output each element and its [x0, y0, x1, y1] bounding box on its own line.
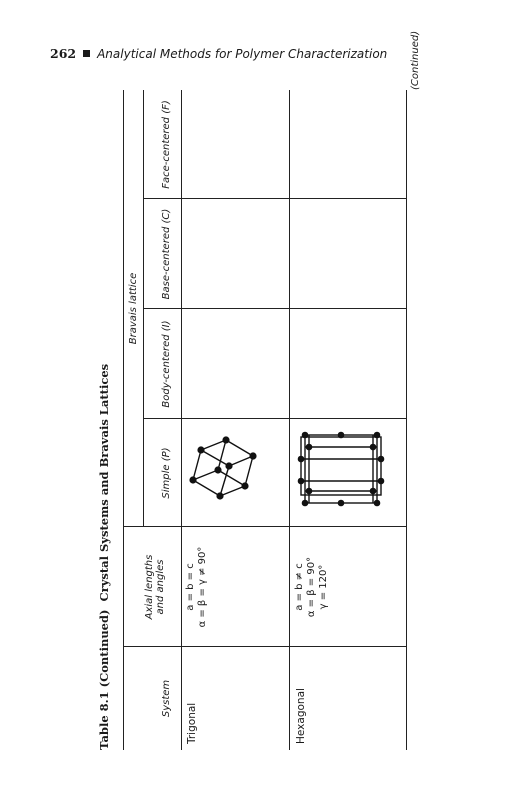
col-rule-3	[143, 418, 406, 419]
table-bottom-rule	[406, 90, 407, 750]
header-bravais-group: Bravais lattice	[128, 272, 139, 345]
axial-line-3: γ = 120°	[318, 564, 329, 610]
axial-line-2: α = β = 90°	[306, 556, 317, 618]
col-rule-4	[143, 308, 406, 309]
header-bottom-rule	[181, 90, 182, 750]
header-face-centered: Face-centered (F)	[161, 100, 172, 189]
caption-label: Table 8.1 (Continued)	[97, 609, 111, 750]
header-system: System	[161, 679, 172, 718]
header-simple: Simple (P)	[161, 447, 172, 499]
col-rule-5	[143, 198, 406, 199]
row-hexagonal-system: Hexagonal	[295, 688, 307, 744]
header-axial	[144, 527, 166, 647]
row-divider-rule	[289, 90, 290, 750]
table-top-rule	[123, 90, 124, 750]
header-body-centered: Body-centered (I)	[161, 320, 172, 408]
axial-line-1: a = b ≠ c	[294, 563, 305, 611]
bullet-square-icon	[83, 50, 90, 57]
table-caption	[97, 364, 111, 750]
header-axial-line2: and angles	[155, 559, 166, 615]
row-hexagonal-axial	[294, 527, 330, 647]
row-trigonal-axial	[185, 527, 209, 647]
header-axial-line1: Axial lengths	[144, 554, 155, 620]
page-number: 262	[50, 46, 77, 61]
caption-title: Crystal Systems and Bravais Lattices	[97, 363, 111, 602]
rhombohedral-lattice-icon	[189, 434, 257, 500]
running-head	[50, 46, 490, 61]
hexagonal-lattice-icon	[297, 427, 385, 507]
book-title: Analytical Methods for Polymer Characterization	[97, 47, 388, 61]
axial-line-1: a = b = c	[185, 563, 196, 611]
continued-note: (Continued)	[410, 30, 421, 90]
header-base-centered: Base-centered (C)	[161, 208, 172, 300]
axial-line-2: α = β = γ ≠ 90°	[197, 546, 208, 628]
row-trigonal-system: Trigonal	[186, 702, 198, 744]
